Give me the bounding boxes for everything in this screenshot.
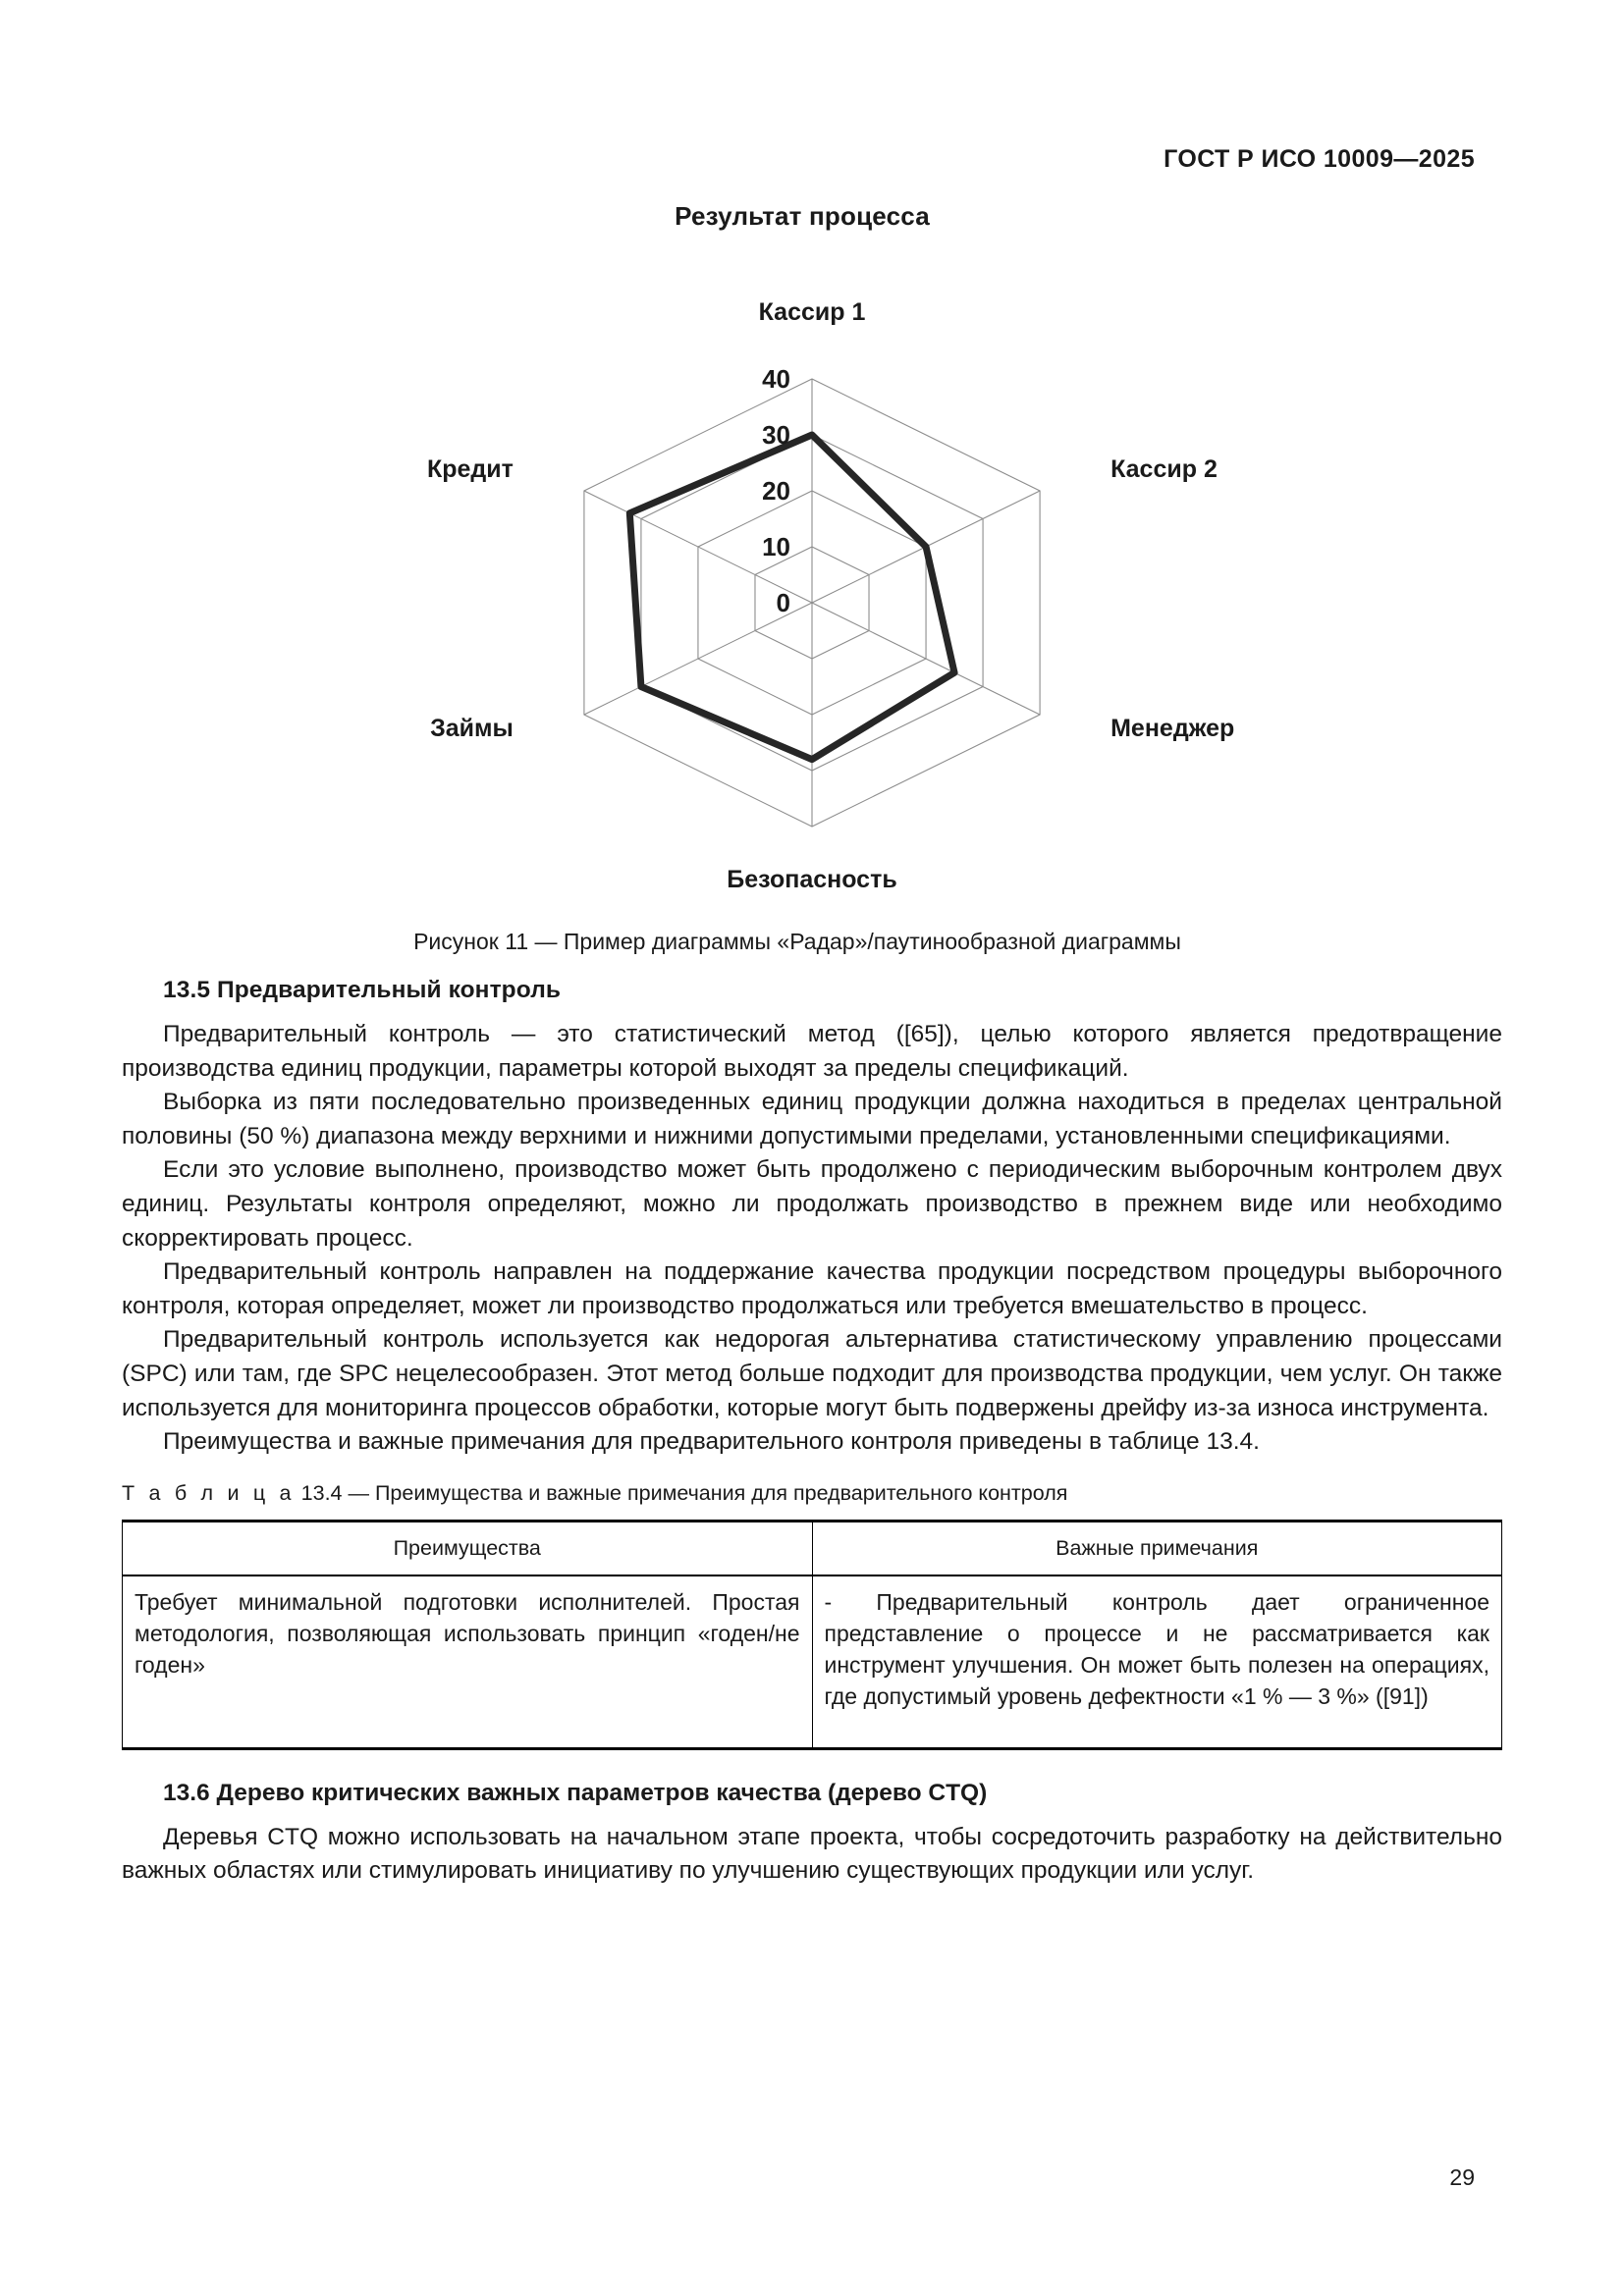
radar-axis-label: Кассир 1 — [758, 298, 866, 326]
document-standard-header: ГОСТ Р ИСО 10009—2025 — [1164, 145, 1475, 173]
radar-tick-labels — [762, 364, 790, 617]
table-caption-label: Т а б л и ц а — [122, 1480, 296, 1505]
radar-axis-label: Кредит — [426, 455, 514, 483]
paragraph: Если это условие выполнено, производство может быть продолжено с периодическим выборочным контролем двух единиц. Результаты контроля определяют, можно ли продолжать производство в прежнем виде или необходимо скорректировать процесс. — [122, 1156, 1502, 1252]
column-header-advantages: Преимущества — [123, 1521, 813, 1575]
radar-tick-label: 30 — [762, 420, 790, 450]
radar-tick-label: 20 — [762, 476, 790, 506]
section-heading-13-5: 13.5 Предварительный контроль — [163, 977, 562, 1003]
paragraph: Предварительный контроль используется как недорогая альтернатива статистическому управлению процессами (SPC) или там, где SPC нецелесообразен. Этот метод больше подходит для производства продукции, чем услуг. Он также используется для мониторинга процессов обработки, которые могут быть подвержены дрейфу из-за износа инструмента. — [122, 1326, 1502, 1421]
radar-series-polygon — [629, 435, 954, 760]
radar-chart-svg — [321, 240, 1303, 927]
chart-title: Результат процесса — [675, 201, 930, 231]
page-content — [122, 977, 1502, 1889]
page-number: 29 — [1449, 2164, 1475, 2190]
paragraph: Преимущества и важные примечания для предварительного контроля приведены в таблице 13.4. — [163, 1428, 1260, 1456]
table-caption-text: 13.4 — Преимущества и важные примечания для предварительного контроля — [300, 1480, 1068, 1505]
table-header-row — [123, 1521, 1502, 1575]
figure-11-block — [0, 201, 1624, 955]
table-caption — [122, 1481, 1502, 1506]
figure-caption: Рисунок 11 — Пример диаграммы «Радар»/паутинообразной диаграммы — [413, 929, 1181, 954]
paragraph: Деревья CTQ можно использовать на начальном этапе проекта, чтобы сосредоточить разработку на действительно важных областях или стимулировать инициативу по улучшению существующих продукции или услуг. — [122, 1823, 1502, 1885]
radar-chart — [321, 240, 1303, 927]
cell-advantages: Требует минимальной подготовки исполнителей. Простая методология, позволяющая использовать принцип «годен/не годен» — [123, 1575, 813, 1749]
paragraph: Предварительный контроль — это статистический метод ([65]), целью которого является предотвращение производства единиц продукции, параметры которой выходят за пределы спецификаций. — [122, 1021, 1502, 1082]
column-header-notes: Важные примечания — [812, 1521, 1502, 1575]
radar-axis-label: Безопасность — [727, 866, 897, 893]
radar-tick-label: 10 — [762, 532, 790, 561]
radar-tick-label: 40 — [762, 364, 790, 394]
table-13-4 — [122, 1520, 1502, 1750]
paragraph: Выборка из пяти последовательно произведенных единиц продукции должна находиться в пределах центральной половины (50 %) диапазона между верхними и нижними допустимыми пределами, установленными спецификациями. — [122, 1089, 1502, 1149]
table-row — [123, 1575, 1502, 1749]
radar-axis-label: Кассир 2 — [1110, 455, 1218, 483]
radar-axis-label: Менеджер — [1110, 715, 1235, 742]
radar-axis-label: Займы — [430, 715, 514, 742]
cell-notes: - Предварительный контроль дает ограниченное представление о процессе и не рассматривается как инструмент улучшения. Он может быть полезен на операциях, где допустимый уровень дефектности «1 % — 3 %» ([91]) — [812, 1575, 1502, 1749]
section-heading-13-6: 13.6 Дерево критических важных параметров качества (дерево CTQ) — [163, 1779, 988, 1806]
paragraph: Предварительный контроль направлен на поддержание качества продукции посредством процедуры выборочного контроля, которая определяет, может ли производство продолжаться или требуется вмешательство в процесс. — [122, 1258, 1502, 1319]
radar-tick-label: 0 — [776, 588, 790, 617]
